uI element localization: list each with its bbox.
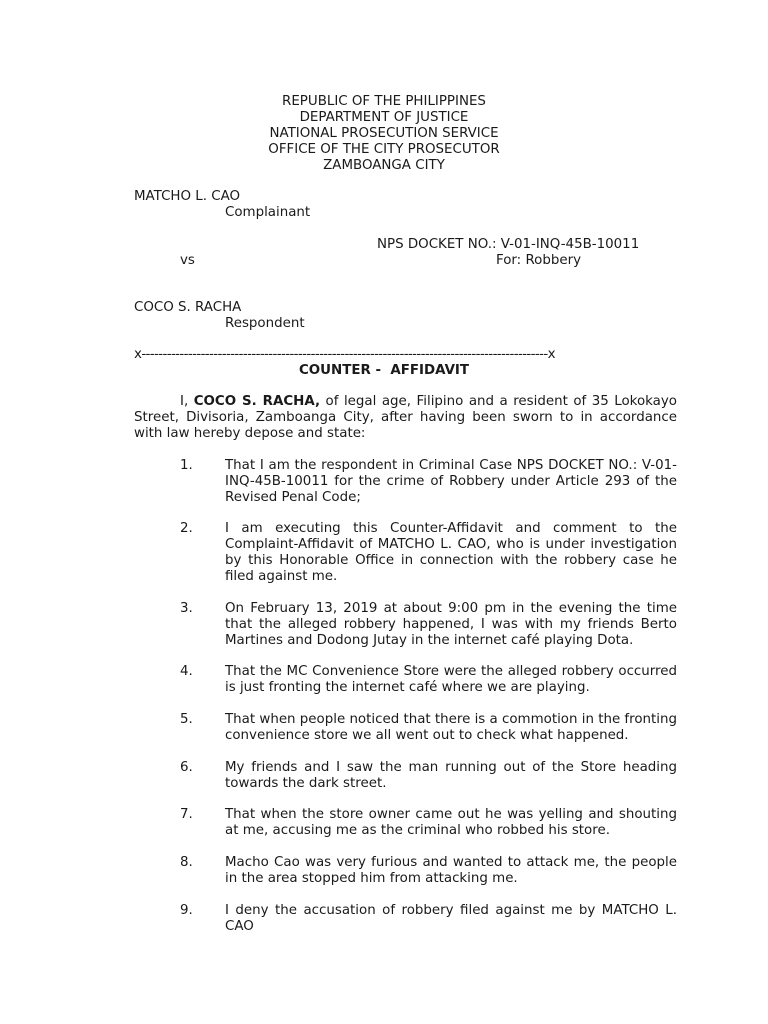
header-line-prosecution-service: NATIONAL PROSECUTION SERVICE bbox=[269, 126, 499, 141]
list-item-number: 4. bbox=[180, 664, 193, 679]
list-item-number: 8. bbox=[180, 855, 193, 870]
list-item-number: 7. bbox=[180, 807, 193, 822]
list-item-text: That I am the respondent in Criminal Case NPS DOCKET NO.: V-01-INQ-45B-10011 for the crime of Robbery under Article 293 of the Revised Penal Code; bbox=[225, 458, 677, 505]
list-item-number: 1. bbox=[180, 458, 193, 473]
intro-rest: of legal age, Filipino and a resident of 35 Lokokayo Street, Divisoria, Zamboanga City, after having been sworn to in accordance with law hereby depose and state: bbox=[134, 394, 677, 441]
list-item-number: 6. bbox=[180, 760, 193, 775]
complainant-name: MATCHO L. CAO bbox=[134, 189, 241, 204]
complainant-role: Complainant bbox=[225, 205, 311, 220]
header-line-office: OFFICE OF THE CITY PROSECUTOR bbox=[268, 142, 500, 157]
list-item-text: I deny the accusation of robbery filed against me by MATCHO L. CAO bbox=[225, 903, 677, 934]
intro-paragraph bbox=[134, 394, 677, 442]
intro-lead: I, bbox=[180, 394, 194, 409]
list-item-number: 9. bbox=[180, 903, 193, 918]
list-item-text: That the MC Convenience Store were the alleged robbery occurred is just fronting the internet café where we are playing. bbox=[225, 664, 677, 695]
list-item-text: I am executing this Counter-Affidavit and comment to the Complaint-Affidavit of MATCHO L. CAO, who is under investigation by this Honorable Office in connection with the robbery case he filed against me. bbox=[225, 521, 677, 584]
affiant-name: COCO S. RACHA, bbox=[193, 394, 321, 409]
list-item-number: 2. bbox=[180, 521, 193, 536]
charge-label: For: Robbery bbox=[496, 253, 582, 268]
list-item-number: 3. bbox=[180, 601, 193, 616]
respondent-name: COCO S. RACHA bbox=[134, 300, 242, 315]
versus-label: vs bbox=[180, 253, 195, 268]
list-item-text: My friends and I saw the man running out of the Store heading towards the dark street. bbox=[225, 760, 677, 791]
document-title: COUNTER - AFFIDAVIT bbox=[298, 363, 470, 378]
list-item-text: Macho Cao was very furious and wanted to attack me, the people in the area stopped him from attacking me. bbox=[225, 855, 677, 886]
header-line-republic: REPUBLIC OF THE PHILIPPINES bbox=[282, 94, 486, 109]
caption-divider: x------------------------------------------------------------------------------------------------x bbox=[134, 347, 555, 362]
list-item-text: On February 13, 2019 at about 9:00 pm in the evening the time that the alleged robbery happened, I was with my friends Berto Martines and Dodong Jutay in the internet café playing Dota. bbox=[225, 601, 677, 648]
header-line-department: DEPARTMENT OF JUSTICE bbox=[299, 110, 469, 125]
header-line-city: ZAMBOANGA CITY bbox=[323, 158, 445, 173]
list-item-text: That when people noticed that there is a commotion in the fronting convenience store we all went out to check what happened. bbox=[225, 712, 677, 743]
docket-number: NPS DOCKET NO.: V-01-INQ-45B-10011 bbox=[377, 237, 640, 252]
list-item-text: That when the store owner came out he was yelling and shouting at me, accusing me as the criminal who robbed his store. bbox=[225, 807, 677, 838]
respondent-role: Respondent bbox=[225, 316, 305, 331]
list-item-number: 5. bbox=[180, 712, 193, 727]
document-header bbox=[0, 94, 768, 174]
